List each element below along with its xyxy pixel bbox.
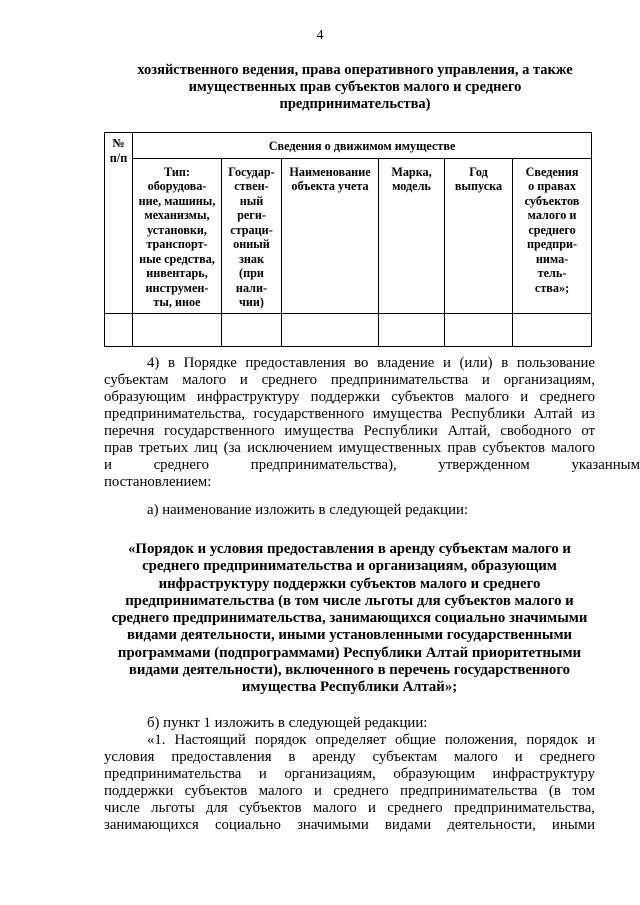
text-line: «1. Настоящий порядок определяет общие положения, порядок и [147,732,595,748]
text-line: предпринимательства (в том числе льготы для субъектов малого и [125,592,574,609]
page-number: 4 [316,28,324,43]
table-cell [445,313,513,346]
section-title-line: хозяйственного ведения, права оперативного управления, а также [137,62,573,78]
table-cell [379,313,445,346]
column-header-brand: Марка, модель [379,158,445,313]
point-1 [104,732,595,834]
column-header-type: Тип: оборудова- ние, машины, механизмы, установки, транспорт- ные средства, инвентарь, инструмен- ты, иное [133,158,222,313]
text-line: и среднего предпринимательства), утвержденном указанным [104,457,640,473]
movable-property-table [104,132,592,347]
text-line: образующим инфраструктуру поддержки субъектов малого и среднего [104,389,595,405]
text-line: а) наименование изложить в следующей редакции: [147,502,469,518]
text-line: постановлением: [104,474,212,490]
text-line: б) пункт 1 изложить в следующей редакции: [147,715,428,731]
new-title-block [104,541,595,697]
text-line: инфраструктуру поддержки субъектов малого и среднего [158,575,541,592]
table-cell [222,313,282,346]
text-line: поддержки субъектов малого и среднего предпринимательства (в том [104,783,595,799]
subpoint-a [104,502,595,519]
table-cell [513,313,592,346]
text-line: 4) в Порядке предоставления во владение и (или) в пользование [147,355,595,371]
text-line: прав третьих лиц (за исключением имущественных прав субъектов малого [104,440,595,456]
text-line: условия предоставления в аренду субъектам малого и среднего [104,749,595,765]
column-header-rights: Сведения о правах субъектов малого и среднего предпри- нима- тель- ства»; [513,158,592,313]
section-title-line: предпринимательства) [279,96,431,112]
table-row [105,313,592,346]
section-title-line: имущественных прав субъектов малого и среднего [188,79,522,95]
text-line: «Порядок и условия предоставления в аренду субъектам малого и [128,541,571,557]
text-line: видами деятельности), включенного в перечень государственного [128,662,571,679]
text-line: занимающихся социально значимыми видами деятельности, иными [104,817,595,833]
text-line: имущества Республики Алтай»; [241,679,458,696]
paragraph-4 [104,355,640,491]
text-line: субъектам малого и среднего предпринимательства и организациям, [104,372,595,388]
table-cell [133,313,222,346]
text-line: перечня государственного имущества Республики Алтай, свободного от [104,423,595,439]
subpoint-b [104,715,595,732]
group-header: Сведения о движимом имуществе [133,133,592,159]
text-line: предпринимательства, государственного имущества Республики Алтай из [104,406,595,422]
column-header-reg-number: Государ- ствен- ный реги- страци- онный знак (при нали- чии) [222,158,282,313]
text-line: среднего предпринимательства и организациям, образующим [142,558,557,575]
text-line: видами деятельности, иными установленными государственными [126,627,573,644]
text-line: предпринимательства и организациям, образующим инфраструктуру [104,766,595,782]
table-cell [105,313,133,346]
column-header-number: № п/п [105,133,133,314]
text-line: числе льготы для субъектов малого и среднего предпринимательства, [104,800,595,816]
column-header-year: Год выпуска [445,158,513,313]
column-header-name: Наименование объекта учета [282,158,379,313]
table-cell [282,313,379,346]
text-line: программами (подпрограммами) Республики Алтай приоритетными [117,644,582,661]
section-title [115,62,595,113]
text-line: среднего предпринимательства, занимающихся социально значимыми [111,610,588,627]
